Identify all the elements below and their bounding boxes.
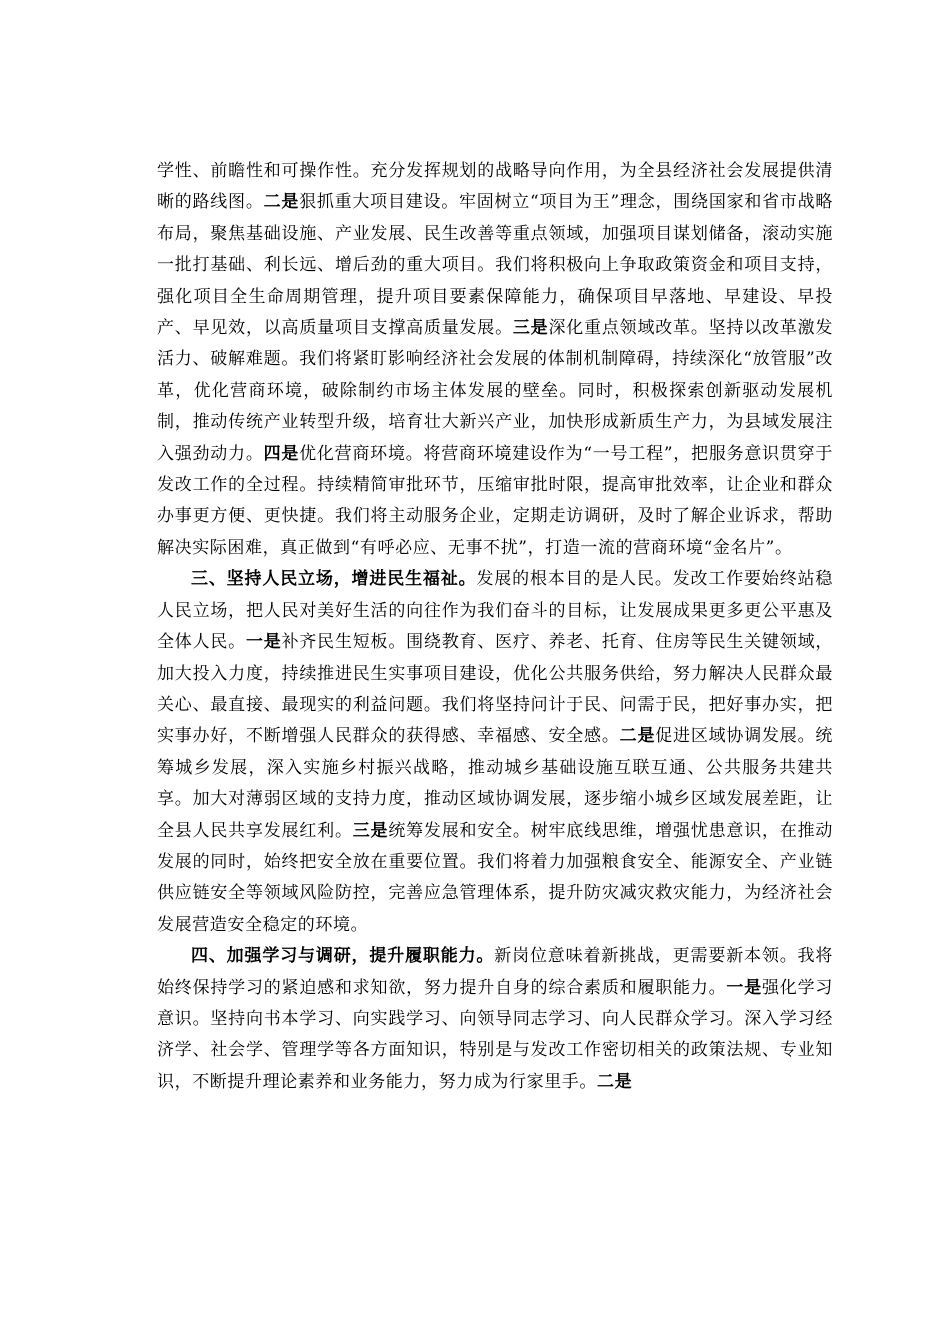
text-run: 补齐民生短板。围绕教育、医疗、养老、托育、住房等民生关键领域，加大投入力度，持续推进民生实事项目建设，优化公共服务供给，努力解决人民群众最关心、最直接、最现实的利益问题。我们将坚持问计于民、问需于民，把好事办实，把实事办好，不断增强人民群众的获得感、幸福感、安全感。 <box>157 632 834 747</box>
text-run: 促进区域协调发展。统筹城乡发展，深入实施乡村振兴战略，推动城乡基础设施互联互通、公共服务共建共享。加大对薄弱区域的支持力度，推动区域协调发展，逐步缩小城乡区域发展差距，让全县人民共享发展红利。 <box>157 726 833 841</box>
point-marker: 三是 <box>352 820 389 841</box>
section-heading: 三、坚持人民立场，增进民生福祉。 <box>191 569 477 590</box>
point-marker: 一是 <box>726 977 763 998</box>
text-run: 统筹发展和安全。树牢底线思维，增强忧患意识，在推动发展的同时，始终把安全放在重要位置。我们将着力加强粮食安全、能源安全、产业链供应链安全等领域风险防控，完善应急管理体系，提升防灾减灾救灾能力，为经济社会发展营造安全稳定的环境。 <box>157 820 834 935</box>
text-run: 新岗位意味着新挑战，更需要新本领。我将始终保持学习的紧迫感和求知欲，努力提升自身的综合素质和履职能力。 <box>157 946 833 998</box>
text-run: 强化学习意识。坚持向书本学习、向实践学习、向领导同志学习、向人民群众学习。深入学习经济学、社会学、管理学等各方面知识，特别是与发改工作密切相关的政策法规、专业知识，不断提升理论素养和业务能力，努力成为行家里手。 <box>157 977 833 1092</box>
paragraph-section-4 <box>157 941 833 1098</box>
paragraph-continuation <box>157 156 833 564</box>
point-marker: 一是 <box>245 632 282 653</box>
text-run: 优化营商环境。将营商环境建设作为“一号工程”，把服务意识贯穿于发改工作的全过程。持续精简审批环节，压缩审批时限，提高审批效率，让企业和群众办事更方便、更快捷。我们将主动服务企业，定期走访调研，及时了解企业诉求，帮助解决实际困难，真正做到“有呼必应、无事不扰”，打造一流的营商环境“金名片”。 <box>157 443 834 558</box>
document-body <box>157 156 833 1098</box>
point-marker: 四是 <box>263 443 300 464</box>
point-marker: 二是 <box>263 192 300 213</box>
text-run: 深化重点领域改革。坚持以改革激发活力、破解难题。我们将紧盯影响经济社会发展的体制机制障碍，持续深化“放管服”改革，优化营商环境，破除制约市场主体发展的壁垒。同时，积极探索创新驱动发展机制，推动传统产业转型升级，培育壮大新兴产业，加快形成新质生产力，为县域发展注入强劲动力。 <box>157 318 833 464</box>
paragraph-section-3 <box>157 564 833 941</box>
point-marker: 二是 <box>619 726 656 747</box>
text-run: 狠抓重大项目建设。牢固树立“项目为王”理念，围绕国家和省市战略布局，聚焦基础设施、产业发展、民生改善等重点领域，加强项目谋划储备，滚动实施一批打基础、利长远、增后劲的重大项目。我们将积极向上争取政策资金和项目支持，强化项目全生命周期管理，提升项目要素保障能力，确保项目早落地、早建设、早投产、早见效，以高质量项目支撑高质量发展。 <box>157 192 834 339</box>
text-run: 发展的根本目的是人民。发改工作要始终站稳人民立场，把人民对美好生活的向往作为我们奋斗的目标，让发展成果更多更公平惠及全体人民。 <box>157 569 833 653</box>
text-run: 学性、前瞻性和可操作性。充分发挥规划的战略导向作用，为全县经济社会发展提供清晰的路线图。 <box>157 161 833 213</box>
point-marker: 三是 <box>512 318 549 339</box>
section-heading: 四、加强学习与调研，提升履职能力。 <box>191 946 495 967</box>
point-marker: 二是 <box>597 1071 633 1092</box>
